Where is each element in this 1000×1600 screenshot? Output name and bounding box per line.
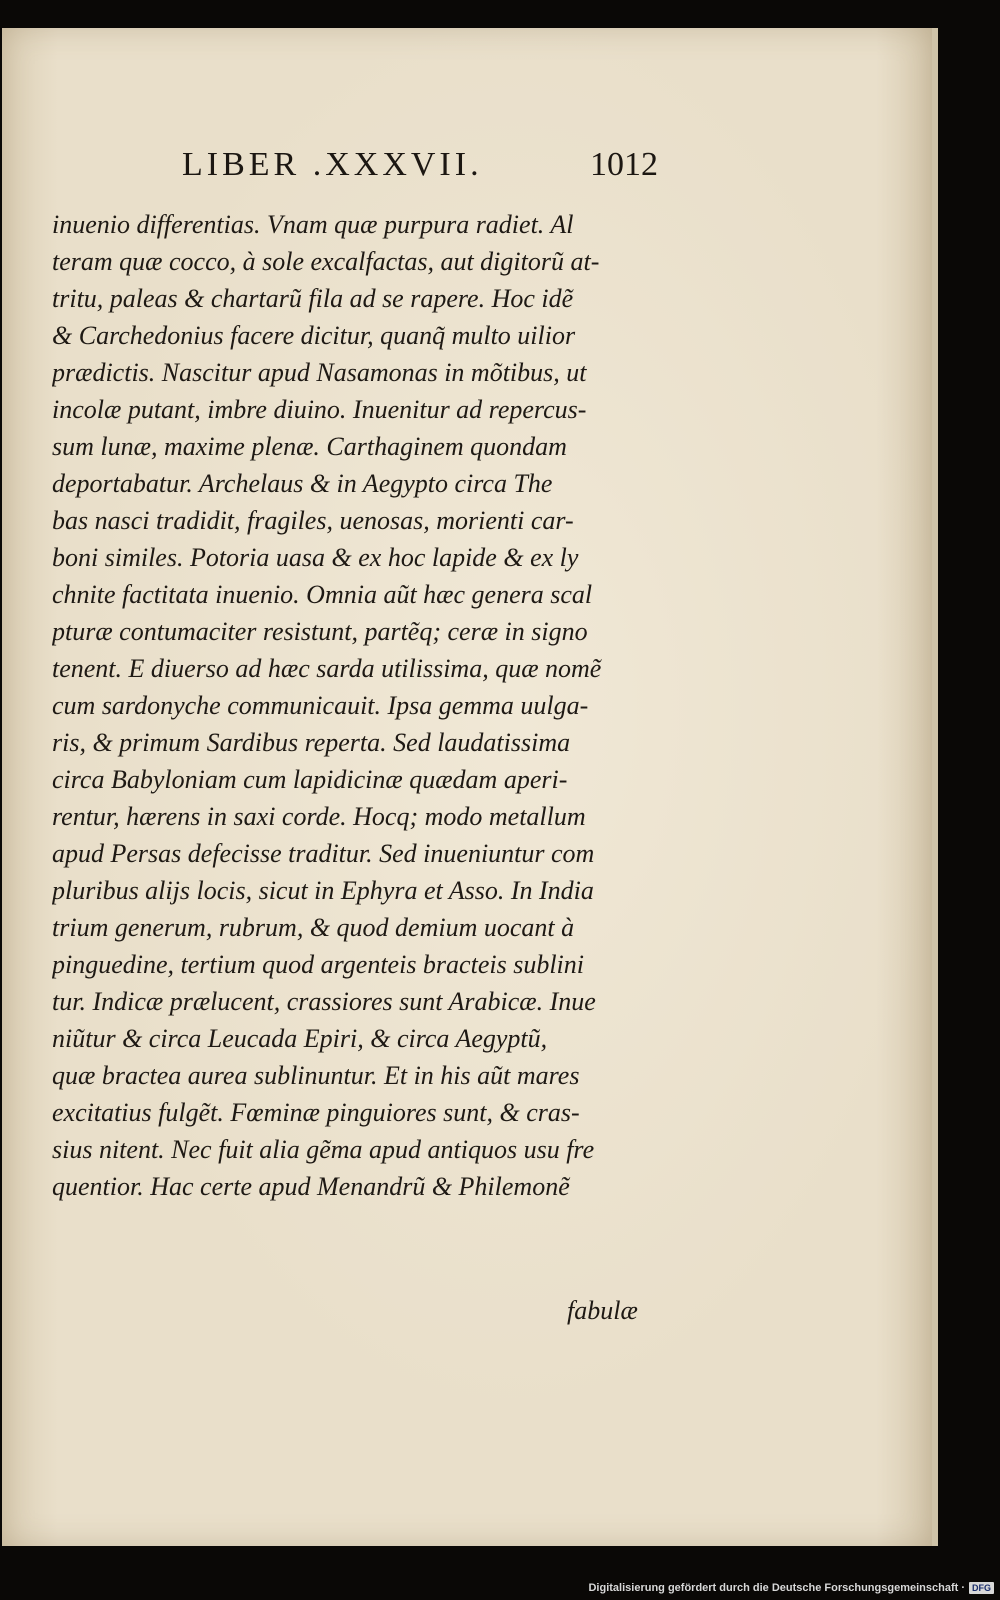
credit-text: Digitalisierung gefördert durch die Deutsche Forschungsgemeinschaft · (588, 1582, 965, 1594)
text-line: prædictis. Nascitur apud Nasamonas in mõtibus, ut (52, 358, 587, 387)
text-line: tenent. E diuerso ad hæc sarda utilissima, quæ nomẽ (52, 654, 602, 683)
text-line: trium generum, rubrum, & quod demium uocant à (52, 913, 575, 942)
text-line: apud Persas defecisse traditur. Sed inueniuntur com (52, 839, 595, 868)
text-line: teram quæ cocco, à sole excalfactas, aut digitorũ at- (52, 247, 600, 276)
text-line: cum sardonyche communicauit. Ipsa gemma uulga- (52, 691, 589, 720)
text-line: quæ bractea aurea sublinuntur. Et in his aũt mares (52, 1061, 580, 1090)
catchword: fabulæ (567, 1296, 638, 1325)
page-header (172, 146, 672, 196)
text-line: tritu, paleas & chartarũ fila ad se rapere. Hoc idẽ (52, 284, 574, 313)
text-line: chnite factitata inuenio. Omnia aũt hæc genera scal (52, 580, 593, 609)
book-page (2, 28, 932, 1546)
text-line: & Carchedonius facere dicitur, quanq̃ multo uilior (52, 321, 576, 350)
text-line: pturæ contumaciter resistunt, partẽq; ceræ in signo (52, 617, 588, 646)
text-line: inuenio differentias. Vnam quæ purpura radiet. Al (52, 210, 574, 239)
text-line: incolæ putant, imbre diuino. Inuenitur ad repercus- (52, 395, 587, 424)
body-text (52, 206, 662, 1205)
text-line: boni similes. Potoria uasa & ex hoc lapide & ex ly (52, 543, 579, 572)
text-line: ris, & primum Sardibus reperta. Sed laudatissima (52, 728, 571, 757)
running-head: LIBER .XXXVII. (182, 146, 483, 183)
text-line: deportabatur. Archelaus & in Aegypto circa The (52, 469, 553, 498)
text-line: circa Babyloniam cum lapidicinæ quædam aperi- (52, 765, 568, 794)
folio-number: 1012 (590, 146, 658, 183)
text-line: pluribus alijs locis, sicut in Ephyra et Asso. In India (52, 876, 594, 905)
text-line: pinguedine, tertium quod argenteis bracteis sublini (52, 950, 584, 979)
text-line: bas nasci tradidit, fragiles, uenosas, morienti car- (52, 506, 574, 535)
text-line: quentior. Hac certe apud Menandrũ & Philemonẽ (52, 1172, 570, 1201)
digitization-credit (588, 1582, 994, 1594)
text-line: tur. Indicæ prælucent, crassiores sunt Arabicæ. Inue (52, 987, 596, 1016)
text-line: niũtur & circa Leucada Epiri, & circa Aegyptũ, (52, 1024, 548, 1053)
text-line: sum lunæ, maxime plenæ. Carthaginem quondam (52, 432, 567, 461)
dfg-logo-icon: DFG (969, 1582, 994, 1594)
text-line: excitatius fulgẽt. Fœminæ pinguiores sunt, & cras- (52, 1098, 580, 1127)
text-line: rentur, hærens in saxi corde. Hocq; modo metallum (52, 802, 586, 831)
page-edge (932, 28, 938, 1546)
text-line: sius nitent. Nec fuit alia gẽma apud antiquos usu fre (52, 1135, 595, 1164)
